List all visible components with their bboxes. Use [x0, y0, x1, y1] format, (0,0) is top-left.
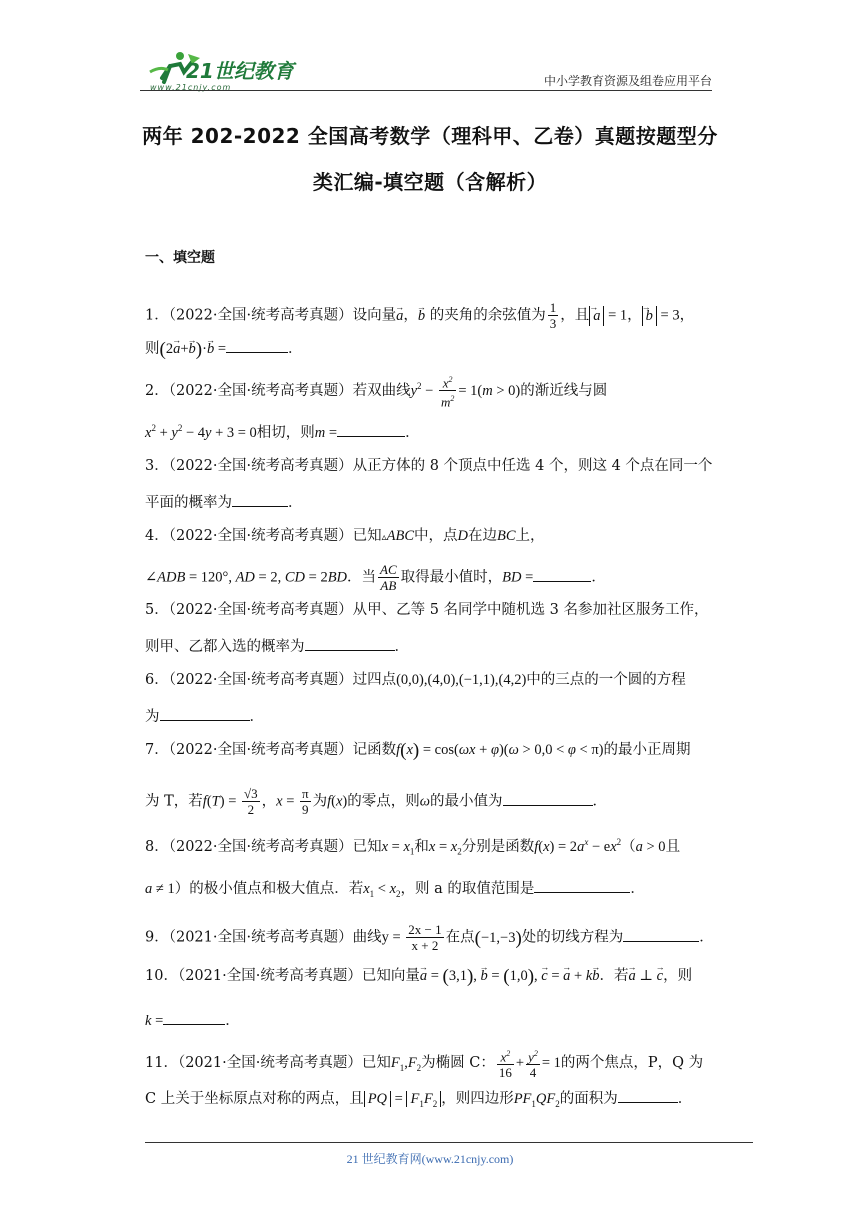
answer-blank[interactable]: [226, 338, 288, 353]
question-4: 4．（2022·全国·统考高考真题）已知▵ABC中，点D在边BC上，: [145, 528, 545, 544]
question-3: 3．（2022·全国·统考高考真题）从正方体的 8 个顶点中任选 4 个，则这 4 个点在同一个: [145, 458, 713, 474]
question-6-line2: 为 ．: [145, 706, 264, 727]
question-8-line2: a ≠ 1）的极小值点和极大值点．若$x_1 < x_2$，则 a 的取值范围是 ．: [145, 878, 645, 904]
question-5-line2: 则甲、乙都入选的概率为 ．: [145, 636, 409, 657]
section-heading: 一、填空题: [145, 250, 215, 266]
question-5: 5．（2022·全国·统考高考真题）从甲、乙等 5 名同学中随机选 3 名参加社区服务工作，: [145, 602, 709, 618]
svg-text:www.21cnjy.com: www.21cnjy.com: [150, 83, 232, 92]
question-10: 10．（2021·全国·统考高考真题）已知向量→ a = (3,1), → b = (1,0), → c = → a + k→ b．若→ a ⊥ → c，则: [145, 966, 692, 987]
answer-blank[interactable]: [337, 422, 405, 437]
question-7-line2: 为 T，若f(T) = $\frac{√3}{2}$ ，x = $\frac{\pi}{9}$ 为f(x)的零点，则ω的最小值为 ．: [145, 786, 607, 817]
answer-blank[interactable]: [533, 567, 591, 582]
question-2: 2．（2022·全国·统考高考真题）若双曲线$y^2$ − $\frac{x^2}{m^2}$ = 1(m > 0)的渐近线与圆: [145, 372, 607, 410]
svg-text:21世纪教育: 21世纪教育: [186, 59, 294, 83]
question-1: 1．（2022·全国·统考高考真题）设向量→ a，→ b 的夹角的余弦值为 $\frac{1}{3}$ ，且→ a = 1，→ b = 3，: [145, 300, 694, 331]
runner-logo-icon: [140, 48, 310, 94]
question-7: 7．（2022·全国·统考高考真题）记函数f(x) = cos(ωx + φ)(ω > 0,0 < φ < π)的最小正周期: [145, 740, 691, 761]
doc-title-line2: 类汇编-填空题（含解析）: [312, 170, 548, 194]
answer-blank[interactable]: [623, 927, 699, 942]
answer-blank[interactable]: [232, 492, 288, 507]
answer-blank[interactable]: [503, 791, 593, 806]
platform-name: 中小学教育资源及组卷应用平台: [543, 74, 712, 88]
question-8: 8．（2022·全国·统考高考真题）已知$x = x_1$和$x = x_2$分别是函数$f(x) = 2a^x - ex^2(a > 0$且: [145, 837, 681, 857]
answer-blank[interactable]: [160, 706, 250, 721]
question-3-line2: 平面的概率为 ．: [145, 492, 303, 513]
question-4-line2: ∠ADB = 120°, AD = 2, CD = 2BD．当 $\frac{AC}{AB}$ 取得最小值时，BD = ．: [145, 562, 606, 593]
question-6: 6．（2022·全国·统考高考真题）过四点(0,0),(4,0),(−1,1),(4,2)中的三点的一个圆的方程: [145, 672, 686, 688]
answer-blank[interactable]: [618, 1088, 678, 1103]
question-2-line2: $x^2 + y^2 - 4y + 3 = 0$相切，则m = ．: [145, 423, 420, 441]
site-logo[interactable]: [140, 48, 310, 94]
question-9: 9．（2021·全国·统考高考真题）曲线y = $\frac{2x - 1}{x + 2}$ 在点(−1,−3)处的切线方程为 ．: [145, 922, 714, 953]
doc-title-line1: 两年 202-2022 全国高考数学（理科甲、乙卷）真题按题型分: [142, 124, 718, 148]
question-11-line2: C 上关于坐标原点对称的两点，且 PQ = $F_1F_2$ ，则四边形$PF_1QF_2$的面积为 ．: [145, 1088, 692, 1114]
page-header: [140, 38, 712, 94]
answer-blank[interactable]: [534, 878, 630, 893]
answer-blank[interactable]: [305, 636, 395, 651]
question-1-line2: 则(2→ a+→ b)·→ b = ．: [145, 338, 303, 360]
question-10-line2: k = ．: [145, 1010, 240, 1031]
question-11: 11．（2021·全国·统考高考真题）已知$F_1,F_2$为椭圆 C： $\frac{x^2}{16}$ + $\frac{y^2}{4}$ = 1的两个焦点，P，Q 为: [145, 1046, 703, 1080]
page-footer[interactable]: 21 世纪教育网(www.21cnjy.com): [346, 1152, 514, 1166]
footer-divider: [145, 1142, 753, 1143]
answer-blank[interactable]: [163, 1010, 225, 1025]
header-divider: [140, 90, 712, 91]
